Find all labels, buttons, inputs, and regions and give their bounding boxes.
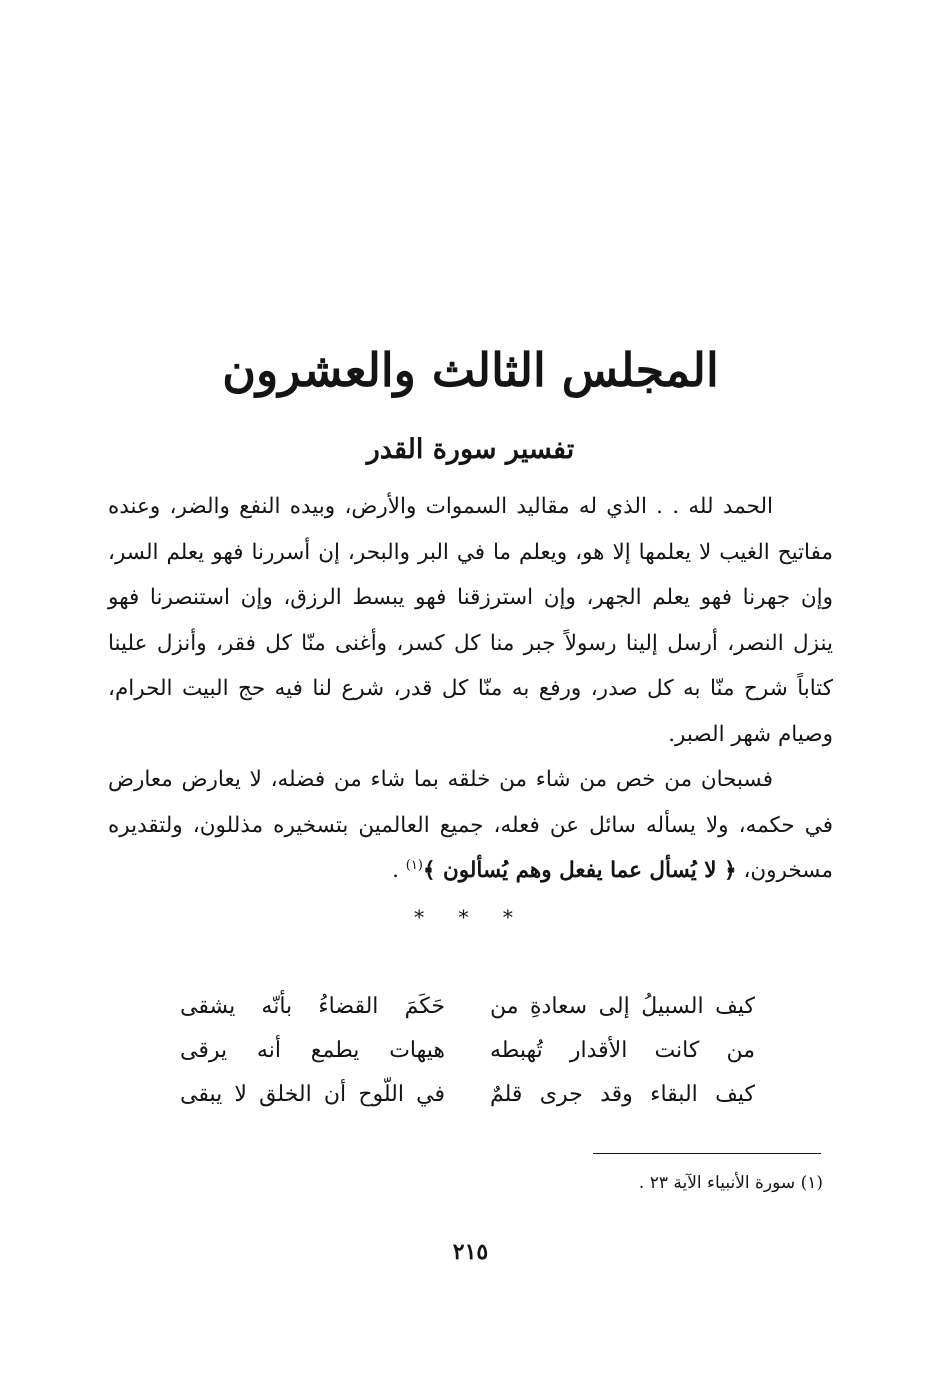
verse-second-hemistich: في اللّوح أن الخلق لا يبقى	[180, 1082, 445, 1107]
poem-verse	[180, 985, 755, 1029]
poem	[180, 985, 755, 1117]
quran-verse: ﴿ لا يُسأل عما يفعل وهم يُسألون ﴾	[422, 858, 737, 883]
footnote-divider	[593, 1153, 821, 1154]
verse-first-hemistich: من كانت الأقدار تُهبطه	[490, 1038, 755, 1063]
poem-verse	[180, 1029, 755, 1073]
verse-first-hemistich: كيف البقاء وقد جرى قلمٌ	[490, 1082, 755, 1107]
chapter-title: المجلس الثالث والعشرون	[222, 343, 719, 397]
footnote: (١) سورة الأنبياء الآية ٢٣ .	[638, 1173, 823, 1193]
paragraph-text: فسبحان من خص من شاء من خلقه بما شاء من فضله، لا يعارض معارض في حكمه، ولا يسأله سائل عن فعله، جميع العالمين بتسخيره مذللون، ولتقديره مسخرون،	[108, 767, 833, 883]
paragraph-glorification	[108, 757, 833, 894]
page-number: ٢١٥	[452, 1239, 489, 1265]
poem-verse	[180, 1073, 755, 1117]
section-separator: * * *	[414, 905, 527, 929]
verse-second-hemistich: هيهات يطمع أنه يرقى	[180, 1038, 445, 1063]
footnote-marker: (١)	[405, 857, 423, 873]
verse-first-hemistich: كيف السبيلُ إلى سعادةِ من	[490, 994, 755, 1019]
paragraph-ending: .	[392, 858, 406, 883]
section-title: تفسير سورة القدر	[366, 434, 575, 465]
verse-second-hemistich: حَكَمَ القضاءُ بأنّه يشقى	[180, 994, 445, 1019]
paragraph-opening-praise: الحمد لله . . الذي له مقاليد السموات والأرض، وبيده النفع والضر، وعنده مفاتيح الغيب لا يعلمها إلا هو، ويعلم ما في البر والبحر، إن أسررنا فهو يعلم السر، وإن جهرنا فهو يعلم الجهر، وإن استرزقنا فهو يبسط الرزق، وإن استنصرنا فهو ينزل النصر، أرسل إلينا رسولاً جبر منا كل كسر، وأغنى منّا كل فقر، وأنزل علينا كتاباً شرح منّا به كل صدر، ورفع به منّا كل قدر، شرع لنا فيه حج البيت الحرام، وصيام شهر الصبر.	[108, 494, 833, 747]
